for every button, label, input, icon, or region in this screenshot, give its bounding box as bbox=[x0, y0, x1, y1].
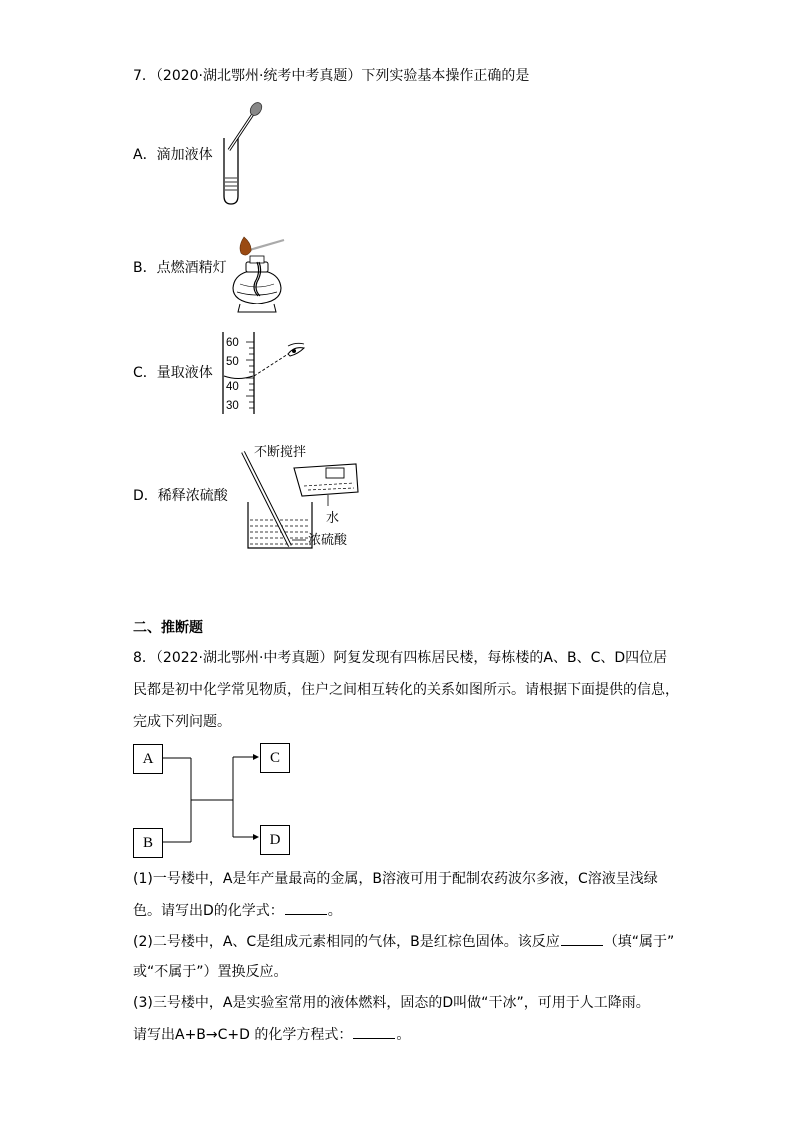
annotation-conc-acid: 浓硫酸 bbox=[308, 533, 348, 548]
sub3-end: 。 bbox=[396, 1027, 411, 1043]
sub2-hint: （填“属于” bbox=[603, 934, 675, 950]
graduated-cylinder-figure bbox=[218, 330, 310, 416]
node-a: A bbox=[133, 744, 163, 774]
alcohol-lamp-figure bbox=[228, 232, 293, 317]
node-d: D bbox=[260, 825, 290, 855]
node-b: B bbox=[133, 828, 163, 858]
answer-blank-3[interactable] bbox=[353, 1024, 395, 1039]
sub3-prompt: 请写出A+B→C+D 的化学方程式： bbox=[133, 1027, 353, 1043]
option-a-label: A．滴加液体 bbox=[133, 147, 213, 163]
sub2-line-1 bbox=[133, 931, 674, 952]
option-b-label: B．点燃酒精灯 bbox=[133, 260, 227, 276]
answer-blank-1[interactable] bbox=[285, 900, 327, 915]
dilution-figure bbox=[236, 440, 376, 556]
sub3-line-2 bbox=[133, 1024, 410, 1045]
sub1-line-2 bbox=[133, 900, 342, 921]
eye-icon bbox=[288, 343, 304, 356]
sub2-prompt: (2)二号楼中，A、C是组成元素相同的气体，B是红棕色固体。该反应 bbox=[133, 934, 560, 950]
scale-label-50: 50 bbox=[226, 356, 239, 368]
q8-stem-line-3: 完成下列问题。 bbox=[133, 714, 231, 730]
sub3-line-1: (3)三号楼中，A是实验室常用的液体燃料，固态的D叫做“干冰”，可用于人工降雨。 bbox=[133, 995, 650, 1011]
sub1-line-1: (1)一号楼中，A是年产量最高的金属，B溶液可用于配制农药波尔多液，C溶液呈浅绿 bbox=[133, 871, 658, 887]
answer-blank-2[interactable] bbox=[561, 931, 603, 946]
annotation-stir: 不断搅拌 bbox=[254, 445, 307, 460]
dropper-test-tube-figure bbox=[215, 98, 275, 206]
sub1-prompt: 色。请写出D的化学式： bbox=[133, 903, 284, 919]
q8-stem-line-2: 民都是初中化学常见物质，住户之间相互转化的关系如图所示。请根据下面提供的信息， bbox=[133, 682, 679, 698]
scale-label-40: 40 bbox=[226, 381, 239, 393]
relation-diagram bbox=[133, 742, 303, 858]
scale-label-30: 30 bbox=[226, 400, 239, 412]
sub1-end: 。 bbox=[327, 903, 342, 919]
option-c-label: C．量取液体 bbox=[133, 365, 213, 381]
option-d-label: D．稀释浓硫酸 bbox=[133, 488, 228, 504]
annotation-water: 水 bbox=[326, 511, 340, 526]
question-7-stem: 7．（2020·湖北鄂州·统考中考真题）下列实验基本操作正确的是 bbox=[133, 68, 530, 84]
scale-label-60: 60 bbox=[226, 337, 239, 349]
q8-stem-line-1: 8．（2022·湖北鄂州·中考真题）阿复发现有四栋居民楼，每栋楼的A、B、C、D四位居 bbox=[133, 650, 668, 666]
sub2-line-2: 或“不属于”）置换反应。 bbox=[133, 964, 288, 980]
node-c: C bbox=[260, 743, 290, 773]
section-title: 二、推断题 bbox=[133, 620, 203, 636]
